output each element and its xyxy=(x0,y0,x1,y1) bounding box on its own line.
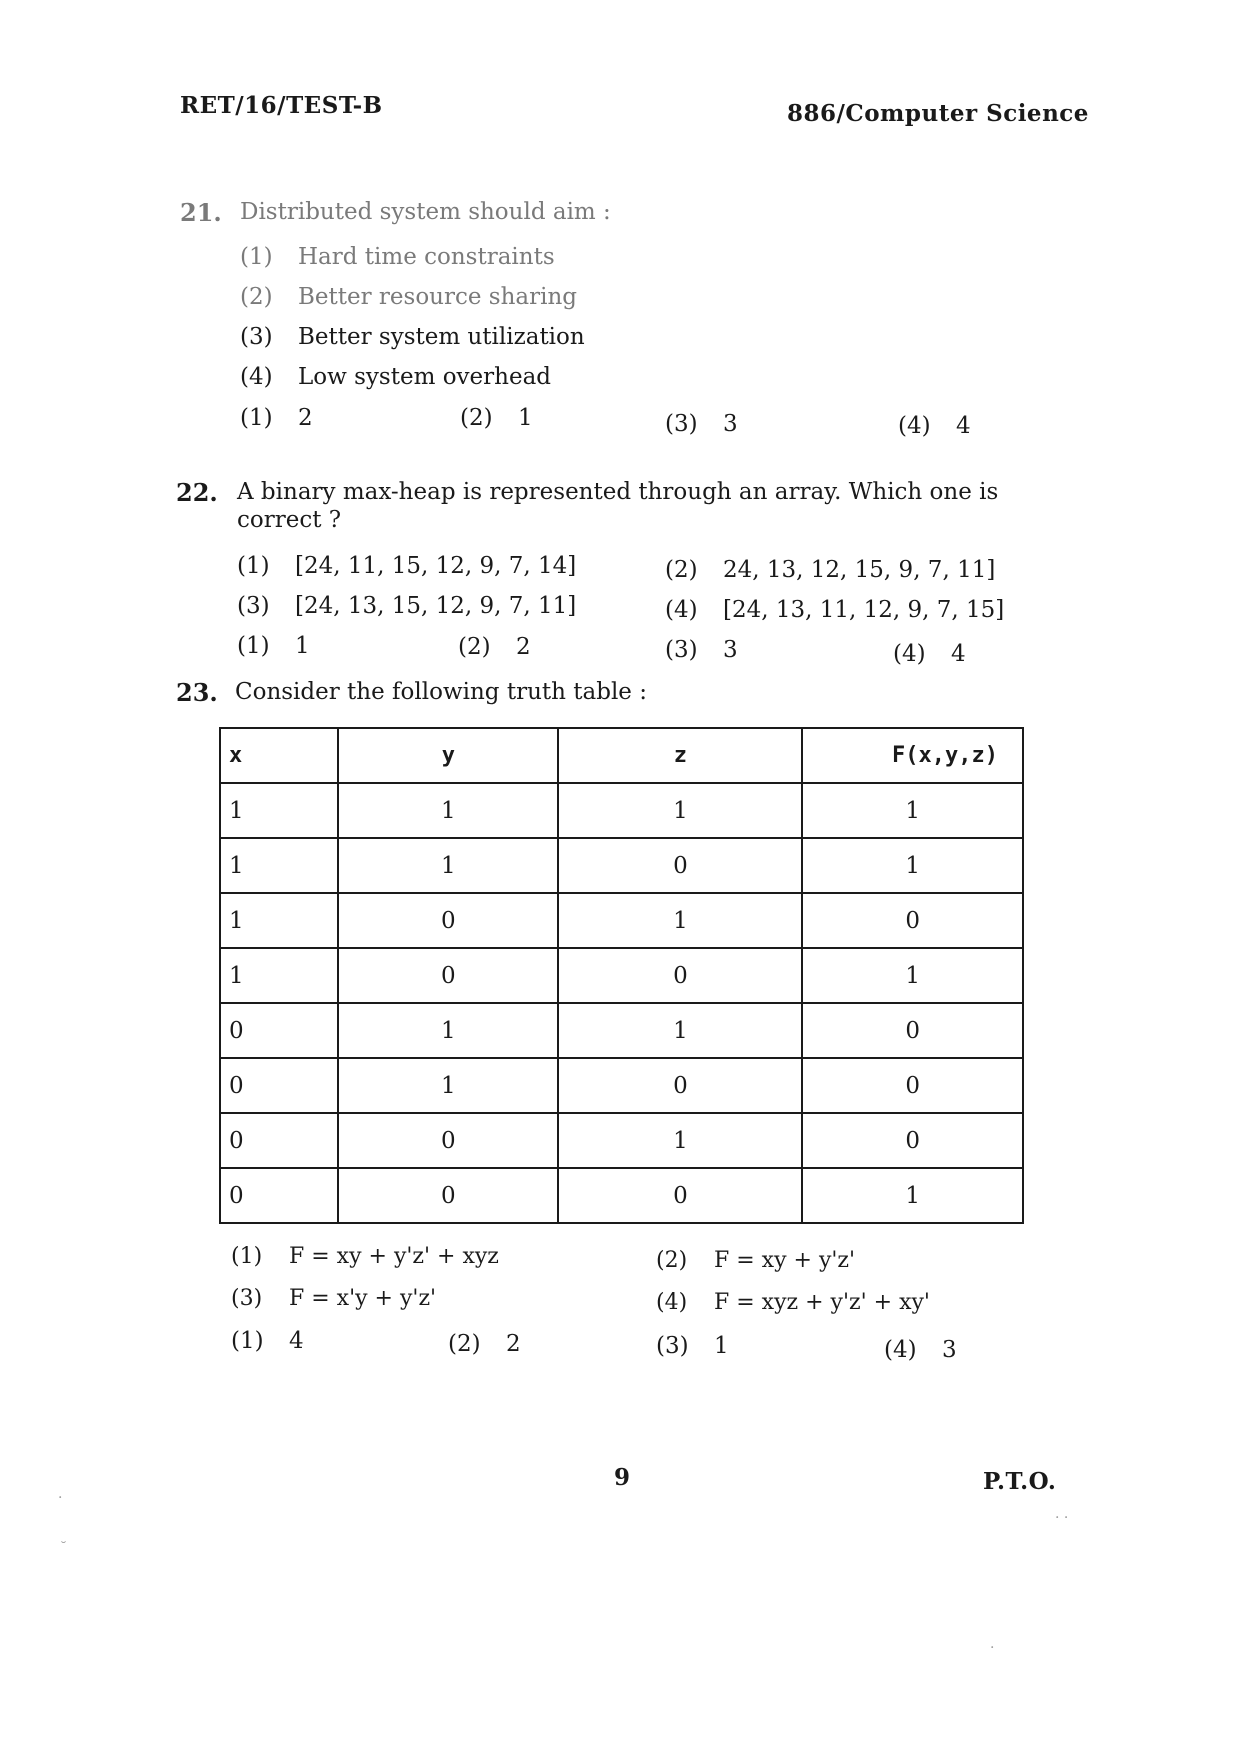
q21-answer-3 xyxy=(665,410,738,438)
page-number: 9 xyxy=(614,1464,631,1491)
answer-label: (1) xyxy=(237,633,270,659)
table-cell: 1 xyxy=(338,1058,558,1113)
q22-option-4 xyxy=(665,596,1004,624)
column-header-y: y xyxy=(338,728,558,783)
column-header-z: z xyxy=(558,728,802,783)
table-cell: 1 xyxy=(558,893,802,948)
answer-label: (1) xyxy=(240,405,273,431)
statement-label: (2) xyxy=(240,284,273,310)
q21-answer-1 xyxy=(240,404,313,432)
q22-option-2 xyxy=(665,556,995,584)
option-text: F = x'y + y'z' xyxy=(289,1286,437,1311)
option-label: (2) xyxy=(665,557,698,583)
table-cell: 1 xyxy=(802,783,1023,838)
q23-option-2 xyxy=(656,1247,855,1275)
table-cell: 1 xyxy=(558,1113,802,1168)
answer-text: 2 xyxy=(298,405,313,431)
q21-answer-2 xyxy=(460,404,533,432)
q22-question-line1: A binary max-heap is represented through an array. Which one is xyxy=(237,479,999,505)
scan-speck: · xyxy=(990,1640,995,1656)
table-cell: 0 xyxy=(558,948,802,1003)
statement-label: (1) xyxy=(240,244,273,270)
option-text: [24, 11, 15, 12, 9, 7, 14] xyxy=(295,553,577,579)
q22-answer-2 xyxy=(458,633,531,661)
answer-text: 4 xyxy=(956,413,971,439)
q21-number: 21. xyxy=(180,198,222,227)
option-text: 24, 13, 12, 15, 9, 7, 11] xyxy=(723,557,996,583)
statement-text: Better resource sharing xyxy=(298,284,577,310)
option-text: F = xy + y'z' xyxy=(714,1248,856,1273)
answer-label: (4) xyxy=(884,1337,917,1363)
scan-speck: ˘ xyxy=(60,1540,67,1556)
answer-label: (3) xyxy=(665,637,698,663)
q23-option-3 xyxy=(231,1285,436,1313)
q23-answer-2 xyxy=(448,1330,521,1358)
answer-text: 4 xyxy=(289,1328,304,1354)
table-cell: 1 xyxy=(220,838,338,893)
table-row xyxy=(220,783,1023,838)
answer-label: (4) xyxy=(898,413,931,439)
answer-label: (3) xyxy=(665,411,698,437)
statement-text: Hard time constraints xyxy=(298,244,555,270)
truth-table xyxy=(219,727,1024,1224)
pto-label: P.T.O. xyxy=(983,1468,1057,1495)
table-cell: 0 xyxy=(558,1168,802,1223)
q23-answer-1 xyxy=(231,1327,304,1355)
table-cell: 0 xyxy=(802,1113,1023,1168)
table-cell: 1 xyxy=(802,1168,1023,1223)
table-cell: 0 xyxy=(558,838,802,893)
answer-text: 2 xyxy=(506,1331,521,1357)
table-cell: 1 xyxy=(338,1003,558,1058)
option-label: (3) xyxy=(231,1286,263,1311)
table-cell: 0 xyxy=(220,1113,338,1168)
table-cell: 0 xyxy=(802,893,1023,948)
table-cell: 0 xyxy=(802,1058,1023,1113)
q22-question-line2: correct ? xyxy=(237,507,342,533)
table-cell: 0 xyxy=(220,1058,338,1113)
option-text: F = xy + y'z' + xyz xyxy=(289,1244,499,1269)
table-row xyxy=(220,1003,1023,1058)
table-cell: 1 xyxy=(802,948,1023,1003)
scan-speck: · xyxy=(58,1490,63,1506)
q21-statement-1 xyxy=(240,243,555,271)
q22-answer-3 xyxy=(665,636,738,664)
table-row xyxy=(220,838,1023,893)
table-row xyxy=(220,1058,1023,1113)
table-cell: 0 xyxy=(220,1168,338,1223)
table-row xyxy=(220,1113,1023,1168)
q23-option-1 xyxy=(231,1243,499,1271)
answer-text: 1 xyxy=(714,1333,729,1359)
q22-number: 22. xyxy=(176,478,218,507)
column-header-x: x xyxy=(220,728,338,783)
q22-answer-4 xyxy=(893,640,966,668)
table-cell: 0 xyxy=(338,948,558,1003)
q23-number: 23. xyxy=(176,678,218,707)
q23-question: Consider the following truth table : xyxy=(235,679,647,705)
table-cell: 1 xyxy=(802,838,1023,893)
answer-text: 3 xyxy=(942,1337,957,1363)
column-header-f: F(x,y,z) xyxy=(802,728,1023,783)
table-cell: 0 xyxy=(558,1058,802,1113)
option-label: (4) xyxy=(665,597,698,623)
answer-text: 4 xyxy=(951,641,966,667)
statement-text: Better system utilization xyxy=(298,324,585,350)
table-cell: 1 xyxy=(220,783,338,838)
table-row xyxy=(220,948,1023,1003)
q22-answer-1 xyxy=(237,632,310,660)
answer-label: (4) xyxy=(893,641,926,667)
table-row xyxy=(220,1168,1023,1223)
q21-question: Distributed system should aim : xyxy=(240,199,611,225)
header-right: 886/Computer Science xyxy=(787,100,1089,127)
option-label: (2) xyxy=(656,1248,688,1273)
table-cell: 1 xyxy=(220,893,338,948)
answer-text: 1 xyxy=(295,633,310,659)
answer-label: (1) xyxy=(231,1328,264,1354)
table-cell: 0 xyxy=(338,1168,558,1223)
table-cell: 1 xyxy=(558,1003,802,1058)
q23-answer-3 xyxy=(656,1332,729,1360)
q21-statement-3 xyxy=(240,323,585,351)
q22-option-3 xyxy=(237,592,576,620)
answer-label: (2) xyxy=(458,634,491,660)
option-label: (3) xyxy=(237,593,270,619)
table-cell: 0 xyxy=(802,1003,1023,1058)
table-header-row xyxy=(220,728,1023,783)
q21-statement-2 xyxy=(240,283,577,311)
q21-answer-4 xyxy=(898,412,971,440)
statement-label: (3) xyxy=(240,324,273,350)
table-cell: 0 xyxy=(338,1113,558,1168)
answer-text: 1 xyxy=(518,405,533,431)
statement-label: (4) xyxy=(240,364,273,390)
answer-label: (3) xyxy=(656,1333,689,1359)
header-left: RET/16/TEST-B xyxy=(180,92,383,119)
table-cell: 1 xyxy=(338,838,558,893)
option-label: (4) xyxy=(656,1290,688,1315)
q23-answer-4 xyxy=(884,1336,957,1364)
answer-text: 3 xyxy=(723,411,738,437)
option-label: (1) xyxy=(237,553,270,579)
q23-option-4 xyxy=(656,1289,930,1317)
answer-text: 3 xyxy=(723,637,738,663)
statement-text: Low system overhead xyxy=(298,364,551,390)
table-row xyxy=(220,893,1023,948)
option-text: F = xyz + y'z' + xy' xyxy=(714,1290,930,1315)
q22-option-1 xyxy=(237,552,576,580)
table-cell: 0 xyxy=(220,1003,338,1058)
option-text: [24, 13, 15, 12, 9, 7, 11] xyxy=(295,593,577,619)
table-cell: 1 xyxy=(220,948,338,1003)
answer-label: (2) xyxy=(460,405,493,431)
answer-label: (2) xyxy=(448,1331,481,1357)
q21-statement-4 xyxy=(240,363,551,391)
option-label: (1) xyxy=(231,1244,263,1269)
table-cell: 0 xyxy=(338,893,558,948)
table-cell: 1 xyxy=(558,783,802,838)
table-cell: 1 xyxy=(338,783,558,838)
scan-speck: · · xyxy=(1055,1510,1069,1526)
answer-text: 2 xyxy=(516,634,531,660)
option-text: [24, 13, 11, 12, 9, 7, 15] xyxy=(723,597,1005,623)
